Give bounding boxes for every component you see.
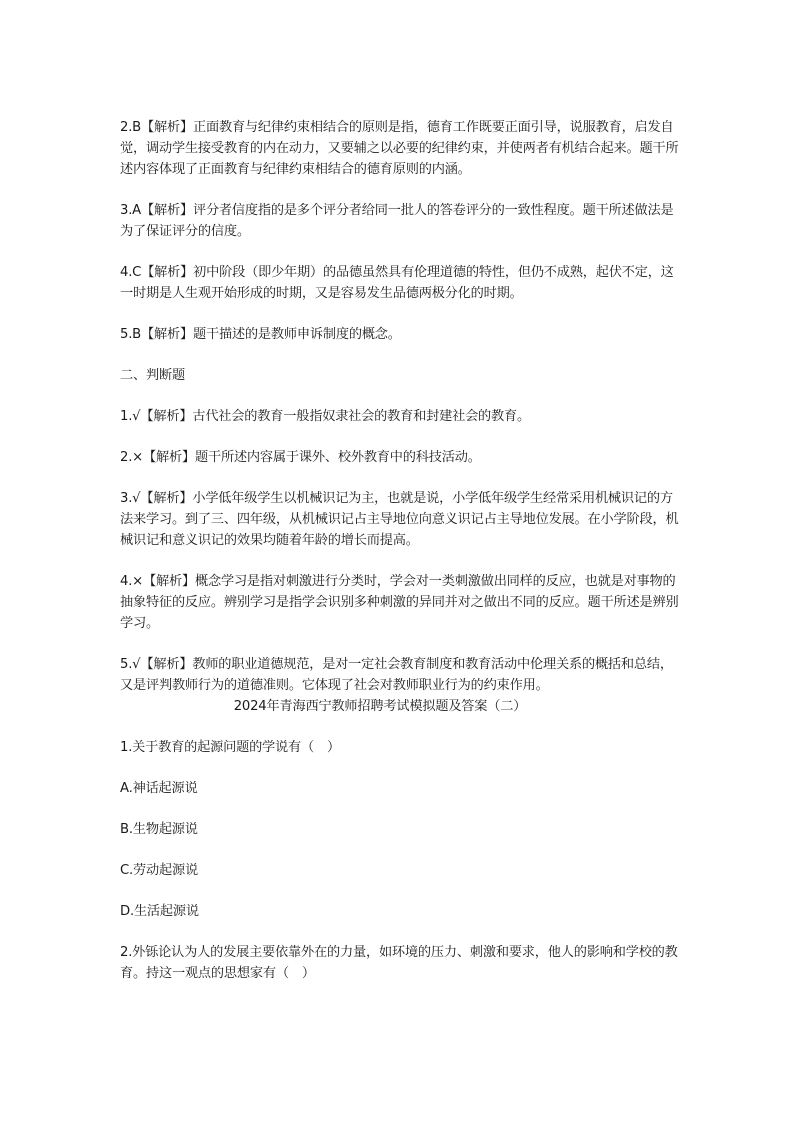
question-stem: 2.外铄论认为人的发展主要依靠外在的力量，如环境的压力、刺激和要求，他人的影响和学校的教育。持这一观点的思想家有（ ） bbox=[120, 945, 678, 981]
question-option: A.神话起源说 bbox=[120, 781, 198, 796]
question-option: D.生活起源说 bbox=[120, 904, 199, 919]
answer-paragraph: 5.B【解析】题干描述的是教师申诉制度的概念。 bbox=[120, 327, 401, 342]
exam-title: 2024年青海西宁教师招聘考试模拟题及答案（二） bbox=[233, 699, 527, 714]
answer-paragraph: 4.×【解析】概念学习是指对刺激进行分类时，学会对一类刺激做出同样的反应，也就是对事物的抽象特征的反应。辨别学习是指学会识别多种刺激的异同并对之做出不同的反应。题干所述是辨别学习。 bbox=[120, 574, 679, 631]
answer-paragraph: 1.√【解析】古代社会的教育一般指奴隶社会的教育和封建社会的教育。 bbox=[120, 409, 531, 424]
question-option: C.劳动起源说 bbox=[120, 863, 198, 878]
question-stem: 1.关于教育的起源问题的学说有（ ） bbox=[120, 740, 340, 755]
question-option: B.生物起源说 bbox=[120, 822, 198, 837]
answer-paragraph: 2.B【解析】正面教育与纪律约束相结合的原则是指，德育工作既要正面引导，说服教育，启发自觉，调动学生接受教育的内在动力，又要辅之以必要的纪律约束，并使两者有机结合起来。题干所述内容体现了正面教育与纪律约束相结合的德育原则的内涵。 bbox=[120, 120, 679, 177]
answer-paragraph: 4.C【解析】初中阶段（即少年期）的品德虽然具有伦理道德的特性，但仍不成熟，起伏不定，这一时期是人生观开始形成的时期，又是容易发生品德两极分化的时期。 bbox=[120, 265, 674, 301]
answer-paragraph: 5.√【解析】教师的职业道德规范，是对一定社会教育制度和教育活动中伦理关系的概括和总结，又是评判教师行为的道德准则。它体现了社会对教师职业行为的约束作用。 bbox=[120, 657, 673, 693]
document-body bbox=[120, 117, 680, 1004]
section-heading: 二、判断题 bbox=[120, 368, 185, 383]
answer-paragraph: 2.×【解析】题干所述内容属于课外、校外教育中的科技活动。 bbox=[120, 450, 481, 465]
answer-paragraph: 3.√【解析】小学低年级学生以机械识记为主，也就是说，小学低年级学生经常采用机械识记的方法来学习。到了三、四年级，从机械识记占主导地位向意义识记占主导地位发展。在小学阶段，机械识记和意义识记的效果均随着年龄的增长而提高。 bbox=[120, 491, 679, 548]
answer-paragraph: 3.A【解析】评分者信度指的是多个评分者给同一批人的答卷评分的一致性程度。题干所述做法是为了保证评分的信度。 bbox=[120, 203, 674, 239]
